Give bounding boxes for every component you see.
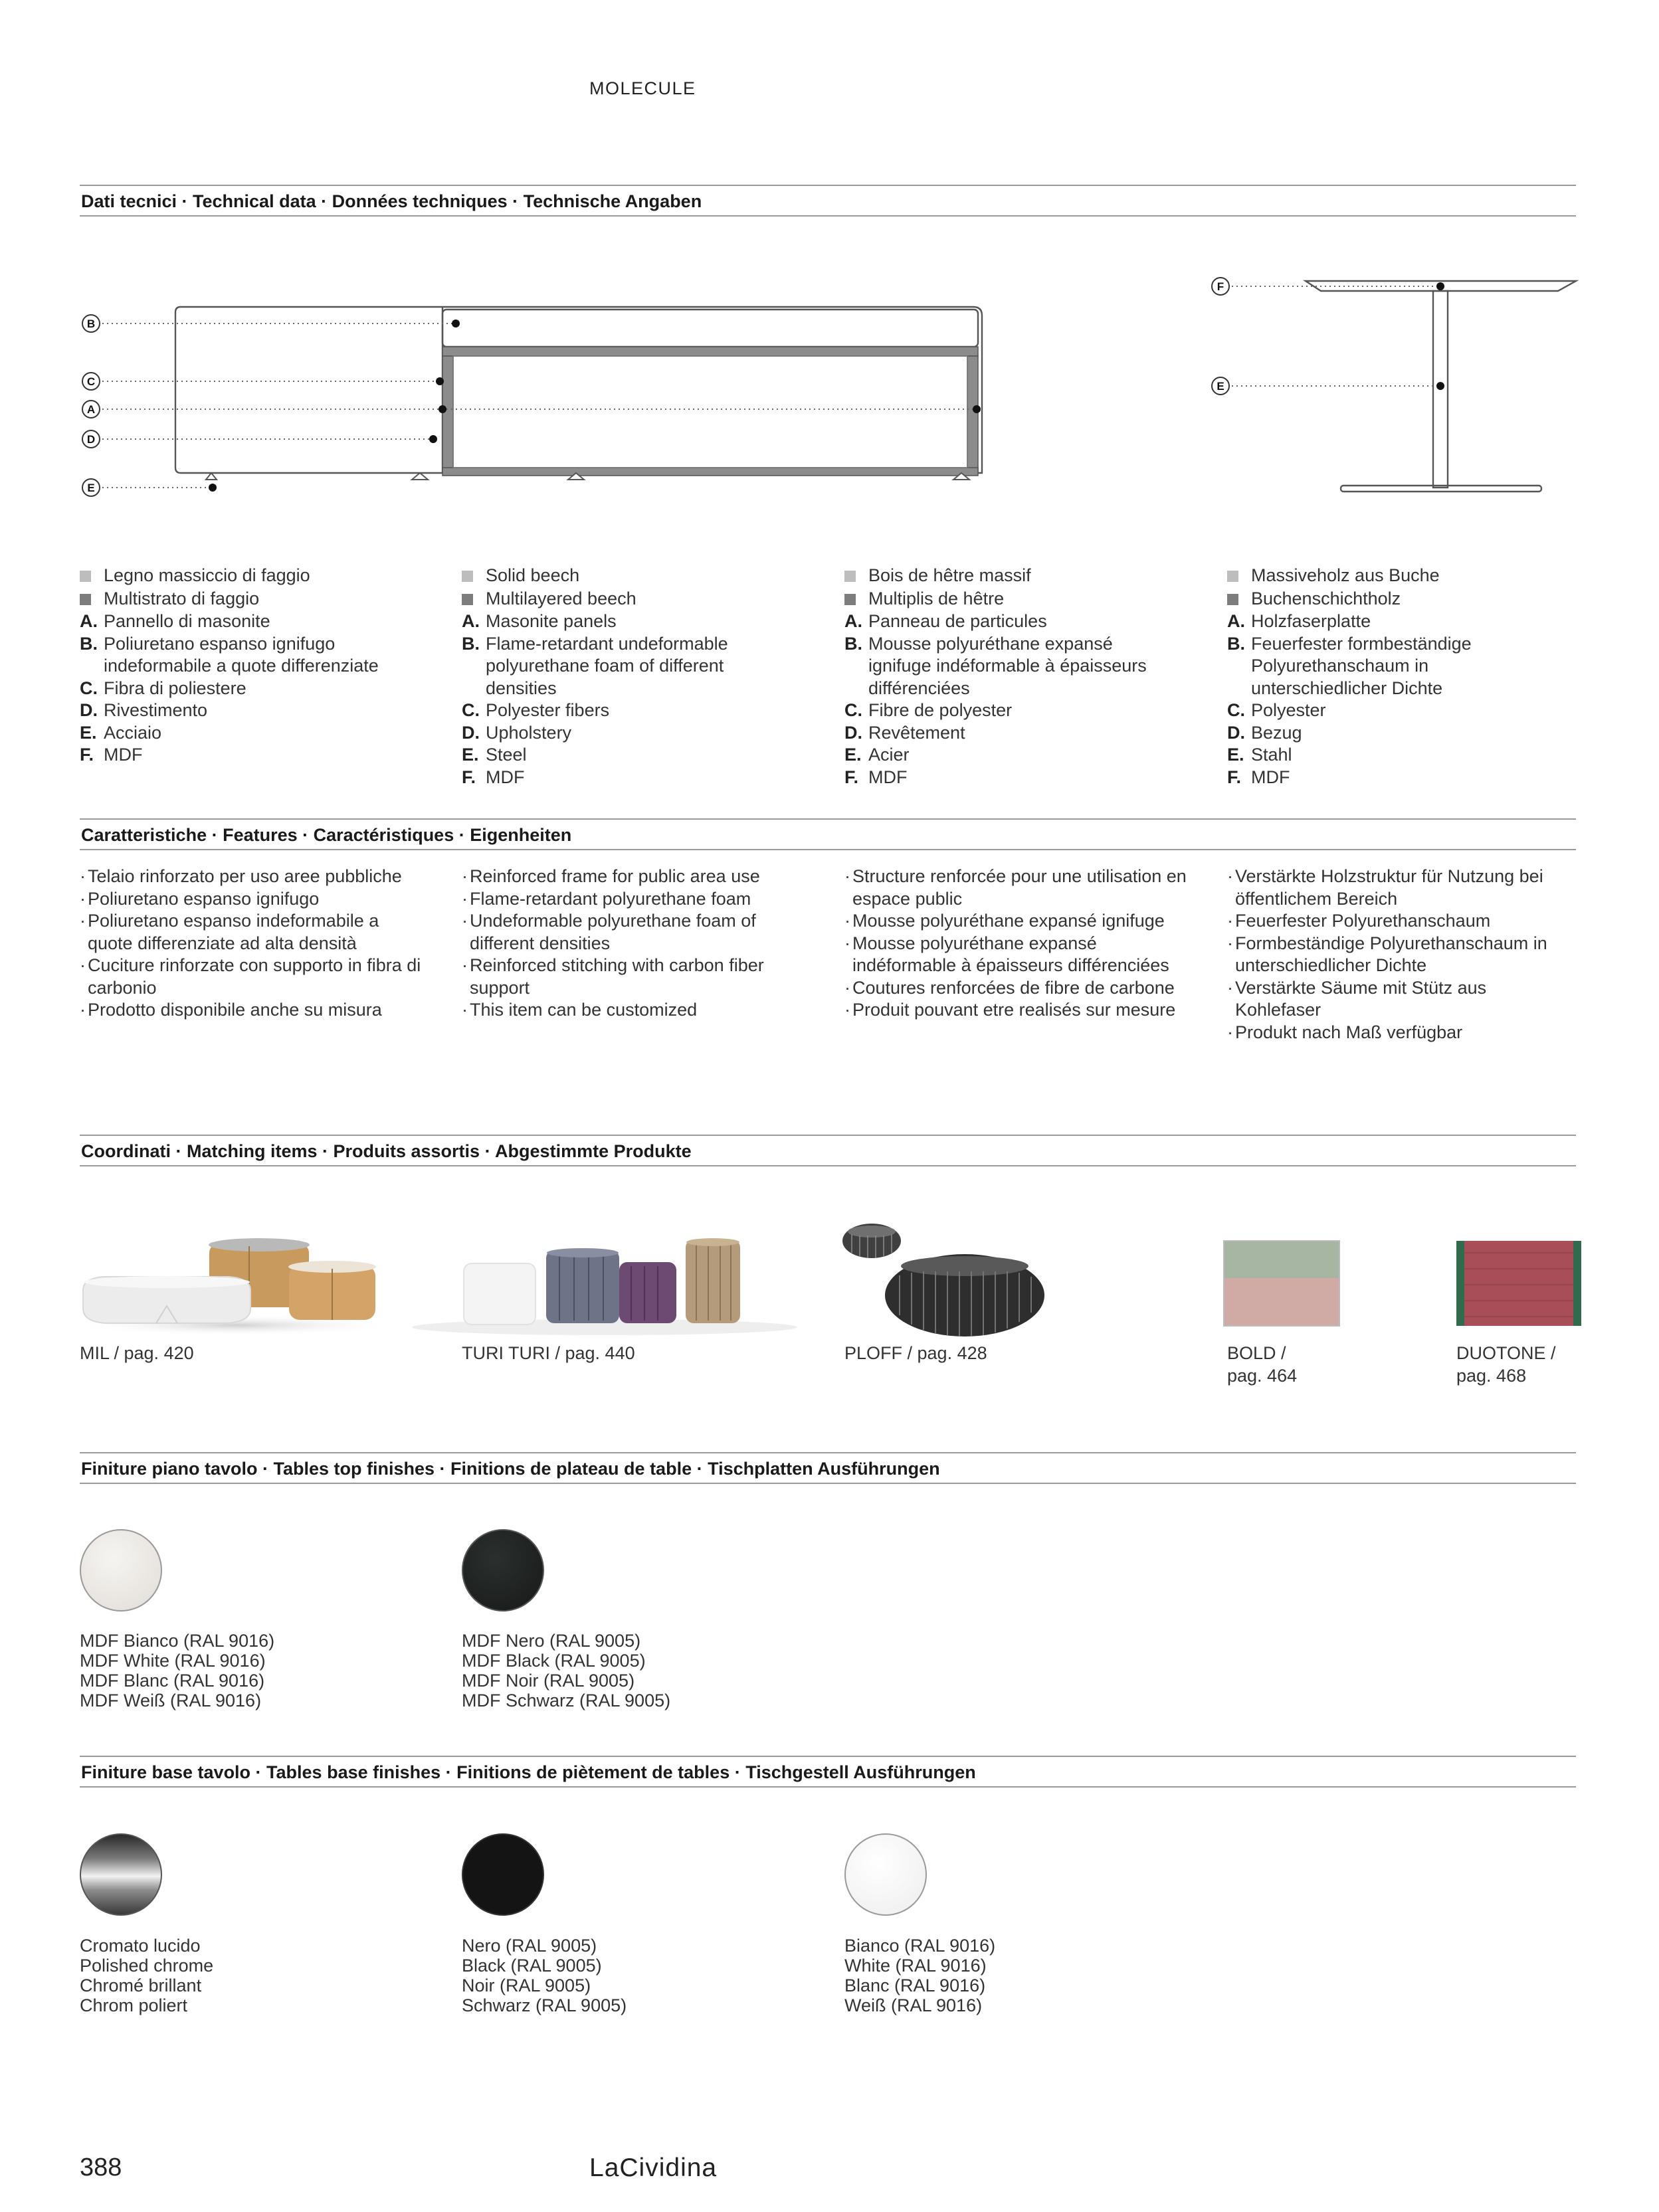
turi-turi-product-image xyxy=(412,1236,797,1335)
label-e-table: E xyxy=(1217,380,1224,393)
material-item: E. Steel xyxy=(462,745,527,765)
feature-item: · Reinforced frame for public area use xyxy=(462,866,760,886)
material-item: E. Acier xyxy=(844,745,910,765)
white-mdf-swatch xyxy=(80,1529,162,1612)
brand-name: LaCividina xyxy=(589,2154,718,2182)
feature-item: · Coutures renforcées de fibre de carbone xyxy=(844,977,1175,998)
finish-caption: Bianco (RAL 9016) White (RAL 9016) Blanc (RAL 9016) Weiß (RAL 9016) xyxy=(844,1936,996,2015)
finish-caption: MDF Nero (RAL 9005) MDF Black (RAL 9005) MDF Noir (RAL 9005) MDF Schwarz (RAL 9005) xyxy=(462,1631,671,1710)
material-item: F. MDF xyxy=(462,767,525,787)
material-item: D. Revêtement xyxy=(844,722,965,743)
material-item: Solid beech xyxy=(462,565,761,588)
base-finishes-heading: Finiture base tavolo · Tables base finishes · Finitions de piètement de tables · Tischgestell Ausführungen xyxy=(80,1756,1576,1788)
materials-col-fr xyxy=(844,565,1177,788)
material-item: B. Poliuretano espanso ignifugo indeformabile a quote differenziate xyxy=(80,633,379,676)
material-item: A. Masonite panels xyxy=(462,611,617,631)
feature-item: · Flame-retardant polyurethane foam xyxy=(462,888,751,909)
material-item: D. Bezug xyxy=(1227,722,1302,743)
label-e: E xyxy=(87,482,95,494)
light-beech-swatch-icon xyxy=(462,571,473,582)
material-item: F. MDF xyxy=(80,745,143,765)
technical-data-heading: Dati tecnici · Technical data · Données techniques · Technische Angaben xyxy=(80,185,1576,217)
material-item: E. Acciaio xyxy=(80,722,162,743)
material-item: A. Pannello di masonite xyxy=(80,611,270,631)
material-item: Massiveholz aus Buche xyxy=(1227,565,1506,588)
dark-beech-swatch-icon xyxy=(462,594,473,605)
material-item: Multistrato di faggio xyxy=(80,588,432,611)
dark-beech-swatch-icon xyxy=(80,594,91,605)
feature-item: · Mousse polyuréthane expansé ignifuge xyxy=(844,911,1165,931)
material-item: E. Stahl xyxy=(1227,745,1292,765)
finish-caption: Nero (RAL 9005) Black (RAL 9005) Noir (RAL 9005) Schwarz (RAL 9005) xyxy=(462,1936,627,2015)
label-c: C xyxy=(86,375,96,388)
material-item: C. Polyester xyxy=(1227,700,1326,720)
material-item: B. Flame-retardant undeformable polyurethane foam of different densities xyxy=(462,633,728,698)
feature-item: · Cuciture rinforzate con supporto in fibra di carbonio xyxy=(80,955,421,998)
feature-item: · Produkt nach Maß verfügbar xyxy=(1227,1022,1463,1042)
polished-chrome-swatch xyxy=(80,1833,162,1916)
label-a: A xyxy=(86,403,96,416)
black-mdf-swatch xyxy=(462,1529,544,1612)
table-technical-drawing xyxy=(1203,266,1588,505)
feature-item: · Telaio rinforzato per uso aree pubbliche xyxy=(80,866,402,886)
feature-item: · Verstärkte Säume mit Stütz aus Kohlefaser xyxy=(1227,977,1487,1020)
running-head: MOLECULE xyxy=(589,78,696,98)
material-item: C. Fibra di poliestere xyxy=(80,678,246,698)
feature-item: · Reinforced stitching with carbon fiber support xyxy=(462,955,764,998)
light-beech-swatch-icon xyxy=(844,571,856,582)
feature-item: · Formbeständige Polyurethanschaum in unterschiedlicher Dichte xyxy=(1227,933,1547,975)
label-d: D xyxy=(86,433,96,446)
feature-item: · Prodotto disponibile anche su misura xyxy=(80,1000,382,1020)
material-item: Legno massiccio di faggio xyxy=(80,565,432,588)
material-item: A. Panneau de particules xyxy=(844,611,1047,631)
white-base-swatch xyxy=(844,1833,927,1916)
material-item: C. Polyester fibers xyxy=(462,700,610,720)
material-item: C. Fibre de polyester xyxy=(844,700,1013,720)
feature-item: · Produit pouvant etre realisés sur mesure xyxy=(844,1000,1176,1020)
matching-item-caption: BOLD / pag. 464 xyxy=(1227,1343,1298,1386)
finish-caption: MDF Bianco (RAL 9016) MDF White (RAL 9016) MDF Blanc (RAL 9016) MDF Weiß (RAL 9016) xyxy=(80,1631,275,1710)
material-item: F. MDF xyxy=(844,767,908,787)
matching-item-caption: TURI TURI / pag. 440 xyxy=(462,1343,635,1363)
matching-item-caption: MIL / pag. 420 xyxy=(80,1343,194,1363)
materials-col-en xyxy=(462,565,761,788)
top-finishes-heading: Finiture piano tavolo · Tables top finishes · Finitions de plateau de table · Tischplatten Ausführungen xyxy=(80,1452,1576,1484)
feature-item: · Undeformable polyurethane foam of different densities xyxy=(462,911,756,953)
feature-item: · Poliuretano espanso indeformabile a quote differenziate ad alta densità xyxy=(80,911,379,953)
feature-item: · This item can be customized xyxy=(462,1000,698,1020)
page-number: 388 xyxy=(80,2154,122,2181)
features-col-de xyxy=(1227,866,1559,1044)
light-beech-swatch-icon xyxy=(80,571,91,582)
light-beech-swatch-icon xyxy=(1227,571,1238,582)
material-item: B. Feuerfester formbeständige Polyurethanschaum in unterschiedlicher Dichte xyxy=(1227,633,1472,698)
material-item: A. Holzfaserplatte xyxy=(1227,611,1371,631)
material-item: F. MDF xyxy=(1227,767,1290,787)
label-f: F xyxy=(1217,280,1224,293)
mil-product-image xyxy=(76,1229,395,1335)
material-item: D. Upholstery xyxy=(462,722,572,743)
material-item: B. Mousse polyuréthane expansé ignifuge indéformable à épaisseurs différenciées xyxy=(844,633,1147,698)
dark-beech-swatch-icon xyxy=(1227,594,1238,605)
materials-col-de xyxy=(1227,565,1506,788)
material-item: D. Rivestimento xyxy=(80,700,208,720)
dark-beech-swatch-icon xyxy=(844,594,856,605)
features-col-it xyxy=(80,866,425,1022)
features-col-en xyxy=(462,866,794,1022)
sofa-technical-drawing xyxy=(73,292,1003,505)
feature-item: · Verstärkte Holzstruktur für Nutzung bei öffentlichem Bereich xyxy=(1227,866,1543,909)
duotone-product-image xyxy=(1455,1240,1583,1327)
matching-item-caption: PLOFF / pag. 428 xyxy=(844,1343,987,1363)
finish-caption: Cromato lucido Polished chrome Chromé brillant Chrom poliert xyxy=(80,1936,214,2015)
feature-item: · Poliuretano espanso ignifugo xyxy=(80,888,320,909)
feature-item: · Mousse polyuréthane expansé indéformable à épaisseurs différenciées xyxy=(844,933,1169,975)
ploff-product-image xyxy=(838,1216,1051,1342)
material-item: Bois de hêtre massif xyxy=(844,565,1177,588)
matching-items-heading: Coordinati · Matching items · Produits assortis · Abgestimmte Produkte xyxy=(80,1135,1576,1166)
matching-item-caption: DUOTONE / pag. 468 xyxy=(1456,1343,1556,1386)
feature-item: · Structure renforcée pour une utilisation en espace public xyxy=(844,866,1187,909)
label-b: B xyxy=(86,318,96,330)
black-base-swatch xyxy=(462,1833,544,1916)
feature-item: · Feuerfester Polyurethanschaum xyxy=(1227,911,1491,931)
material-item: Multilayered beech xyxy=(462,588,761,611)
material-item: Multiplis de hêtre xyxy=(844,588,1177,611)
bold-product-image xyxy=(1222,1240,1342,1327)
features-col-fr xyxy=(844,866,1190,1022)
features-heading: Caratteristiche · Features · Caractéristiques · Eigenheiten xyxy=(80,818,1576,850)
materials-col-it xyxy=(80,565,432,767)
material-item: Buchenschichtholz xyxy=(1227,588,1506,611)
